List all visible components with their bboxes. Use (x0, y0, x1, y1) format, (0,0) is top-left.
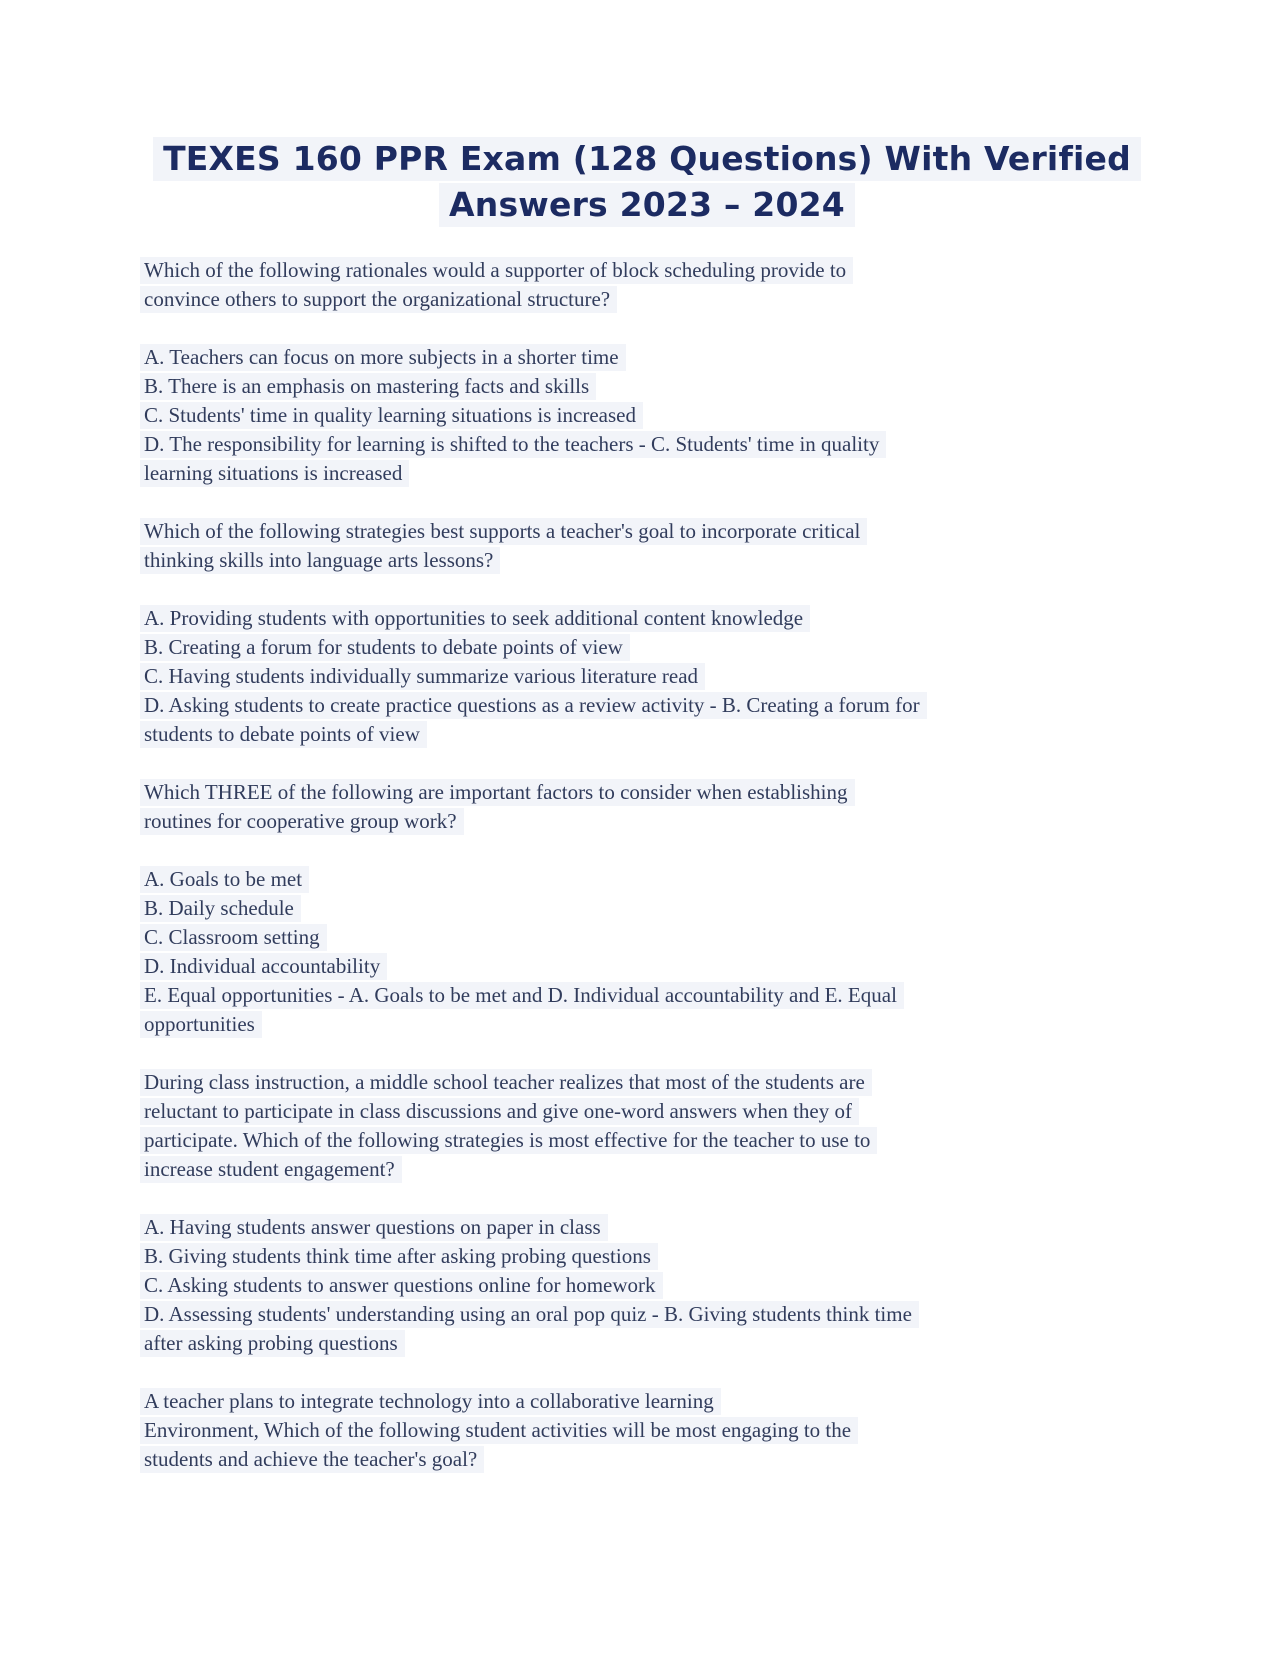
text-line (144, 1271, 1150, 1300)
text-line-highlight: During class instruction, a middle school teacher realizes that most of the students are (140, 1069, 872, 1096)
text-line-highlight: C. Classroom setting (140, 924, 327, 951)
text-line-highlight: B. Giving students think time after asking probing questions (140, 1243, 658, 1270)
text-line (144, 343, 1150, 372)
text-line (144, 1068, 1150, 1097)
text-line-highlight: D. The responsibility for learning is shifted to the teachers - C. Students' time in quality (140, 431, 886, 458)
text-line-highlight: learning situations is increased (140, 460, 409, 487)
question-2 (144, 517, 1150, 575)
text-line (144, 546, 1150, 575)
text-line-highlight: D. Assessing students' understanding using an oral pop quiz - B. Giving students think time (140, 1301, 919, 1328)
text-line (144, 1242, 1150, 1271)
text-line (144, 1213, 1150, 1242)
text-line-highlight: after asking probing questions (140, 1330, 405, 1357)
text-line-highlight: increase student engagement? (140, 1156, 402, 1183)
text-line (144, 1010, 1150, 1039)
text-line (144, 865, 1150, 894)
text-line (144, 952, 1150, 981)
title-line-1 (144, 136, 1150, 182)
question-2-options (144, 604, 1150, 749)
text-line (144, 517, 1150, 546)
text-line-highlight: B. There is an emphasis on mastering facts and skills (140, 373, 596, 400)
title-text: Answers 2023 – 2024 (439, 183, 855, 227)
text-line (144, 285, 1150, 314)
text-line (144, 981, 1150, 1010)
text-line (144, 720, 1150, 749)
text-line-highlight: Which of the following strategies best supports a teacher's goal to incorporate critical (140, 518, 867, 545)
text-line-highlight: convince others to support the organizational structure? (140, 286, 617, 313)
text-line-highlight: C. Having students individually summarize various literature read (140, 663, 705, 690)
question-3 (144, 778, 1150, 836)
text-line (144, 1300, 1150, 1329)
question-1-options (144, 343, 1150, 488)
text-line (144, 1329, 1150, 1358)
text-line-highlight: A. Teachers can focus on more subjects in a shorter time (140, 344, 626, 371)
text-line (144, 1126, 1150, 1155)
text-line (144, 256, 1150, 285)
text-line-highlight: students to debate points of view (140, 721, 427, 748)
text-line-highlight: Which of the following rationales would a supporter of block scheduling provide to (140, 257, 853, 284)
text-line-highlight: D. Individual accountability (140, 953, 387, 980)
text-line (144, 894, 1150, 923)
text-line-highlight: A teacher plans to integrate technology into a collaborative learning (140, 1388, 721, 1415)
title-line-2 (144, 182, 1150, 228)
text-line-highlight: Environment, Which of the following student activities will be most engaging to the (140, 1417, 858, 1444)
document-content (144, 256, 1150, 1474)
text-line (144, 430, 1150, 459)
text-line-highlight: C. Asking students to answer questions online for homework (140, 1272, 663, 1299)
text-line-highlight: opportunities (140, 1011, 262, 1038)
text-line (144, 401, 1150, 430)
text-line-highlight: students and achieve the teacher's goal? (140, 1446, 484, 1473)
text-line (144, 807, 1150, 836)
text-line (144, 459, 1150, 488)
text-line-highlight: participate. Which of the following strategies is most effective for the teacher to use to (140, 1127, 877, 1154)
text-line-highlight: B. Creating a forum for students to debate points of view (140, 634, 630, 661)
text-line-highlight: A. Goals to be met (140, 866, 309, 893)
text-line-highlight: A. Having students answer questions on paper in class (140, 1214, 608, 1241)
text-line (144, 1445, 1150, 1474)
text-line-highlight: C. Students' time in quality learning situations is increased (140, 402, 643, 429)
text-line-highlight: D. Asking students to create practice questions as a review activity - B. Creating a forum for (140, 692, 927, 719)
text-line (144, 1416, 1150, 1445)
text-line-highlight: Which THREE of the following are important factors to consider when establishing (140, 779, 855, 806)
text-line (144, 1387, 1150, 1416)
text-line (144, 633, 1150, 662)
text-line (144, 691, 1150, 720)
question-3-options (144, 865, 1150, 1039)
text-line (144, 604, 1150, 633)
question-1 (144, 256, 1150, 314)
title-text: TEXES 160 PPR Exam (128 Questions) With Verified (153, 137, 1141, 181)
text-line-highlight: reluctant to participate in class discussions and give one-word answers when they of (140, 1098, 859, 1125)
text-line (144, 1097, 1150, 1126)
text-line (144, 1155, 1150, 1184)
text-line-highlight: E. Equal opportunities - A. Goals to be met and D. Individual accountability and E. Equal (140, 982, 904, 1009)
text-line (144, 778, 1150, 807)
text-line-highlight: A. Providing students with opportunities to seek additional content knowledge (140, 605, 810, 632)
question-4 (144, 1068, 1150, 1184)
text-line (144, 662, 1150, 691)
text-line-highlight: thinking skills into language arts lessons? (140, 547, 500, 574)
text-line-highlight: routines for cooperative group work? (140, 808, 464, 835)
question-5 (144, 1387, 1150, 1474)
text-line (144, 372, 1150, 401)
text-line-highlight: B. Daily schedule (140, 895, 301, 922)
question-4-options (144, 1213, 1150, 1358)
document-title (144, 136, 1150, 228)
text-line (144, 923, 1150, 952)
